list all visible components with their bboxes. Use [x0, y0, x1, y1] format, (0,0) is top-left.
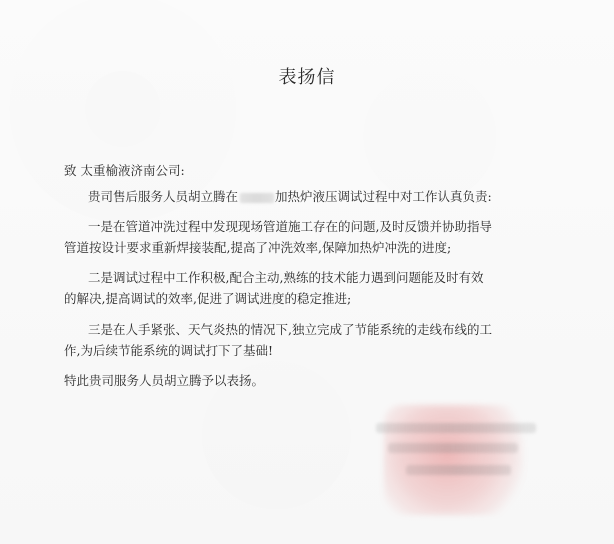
- redacted-line: [376, 423, 536, 433]
- redacted-line: [406, 465, 511, 475]
- redacted-signature-lines: [366, 423, 556, 503]
- body-line-6: 三是在人手紧张、天气炎热的情况下,独立完成了节能系统的走线布线的工: [88, 322, 492, 337]
- body-line-1-prefix: 贵司售后服务人员胡立腾在: [88, 189, 239, 204]
- letter-title: 表扬信: [278, 67, 336, 88]
- body-line-2: 一是在管道冲洗过程中发现现场管道施工存在的问题,及时反馈并协助指导: [88, 219, 492, 234]
- body-line-3: 管道按设计要求重新焊接装配,提高了冲洗效率,保障加热炉冲洗的进度;: [64, 240, 452, 255]
- redacted-fragment: [240, 193, 274, 203]
- salutation: 致 太重榆液济南公司:: [64, 163, 185, 178]
- redacted-line: [388, 443, 518, 453]
- signature-stamp-block: [366, 405, 556, 515]
- body-line-7: 作,为后续节能系统的调试打下了基础!: [64, 343, 273, 358]
- body-line-5: 的解决,提高调试的效率,促进了调试进度的稳定推进;: [64, 291, 352, 306]
- body-line-4: 二是调试过程中工作积极,配合主动,熟练的技术能力遇到问题能及时有效: [88, 270, 484, 285]
- body-line-1: [88, 187, 492, 207]
- body-line-1-suffix: 加热炉液压调试过程中对工作认真负责:: [275, 189, 492, 204]
- body-line-8: 特此贵司服务人员胡立腾予以表扬。: [64, 373, 265, 388]
